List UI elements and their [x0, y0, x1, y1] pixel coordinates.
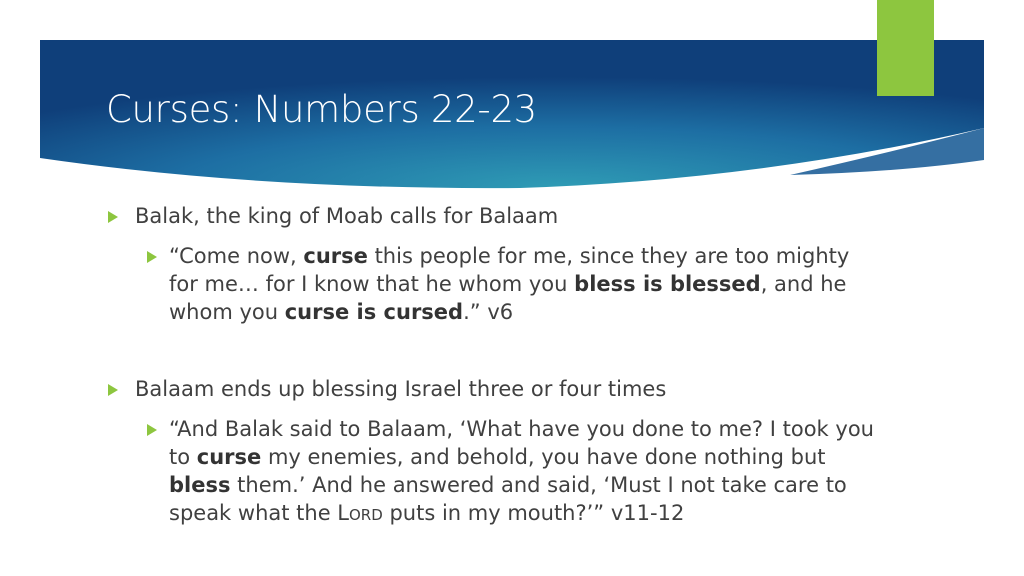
quote-text: .” v6: [463, 300, 514, 324]
small-caps-text: ORD: [349, 506, 383, 524]
bullet-2-text: Balaam ends up blessing Israel three or four times: [135, 377, 667, 401]
quote-text: , and he whom you: [169, 272, 847, 324]
bullet-1-text: Balak, the king of Moab calls for Balaam: [135, 204, 559, 228]
quote-text: them.’ And he answered and said, ‘Must I not take care to speak what the L: [169, 473, 847, 525]
sub-bullet-1-quote: [169, 242, 874, 326]
quote-text: my enemies, and behold, you have done nothing but: [261, 445, 826, 469]
sub-bullet-2-quote: [169, 415, 874, 529]
quote-text: “And Balak said to Balaam, ‘What have you done to me? I took you to: [169, 417, 874, 469]
right-triangle-icon: [146, 251, 158, 263]
bold-text: curse: [196, 445, 262, 469]
quote-text: “Come now,: [169, 244, 304, 268]
bold-text: curse is cursed: [284, 300, 464, 324]
quote-text: puts in my mouth?’” v11-12: [382, 501, 685, 525]
right-triangle-icon: [107, 384, 119, 396]
right-triangle-icon: [107, 211, 119, 223]
bold-text: bless: [169, 473, 231, 497]
bold-text: curse: [303, 244, 368, 268]
right-triangle-icon: [146, 424, 158, 436]
quote-text: this people for me, since they are too mighty for me… for I know that he whom you: [169, 244, 850, 296]
accent-tab: [877, 0, 934, 96]
slide-title: Curses: Numbers 22-23: [106, 88, 537, 131]
bold-text: bless is blessed: [574, 272, 761, 296]
